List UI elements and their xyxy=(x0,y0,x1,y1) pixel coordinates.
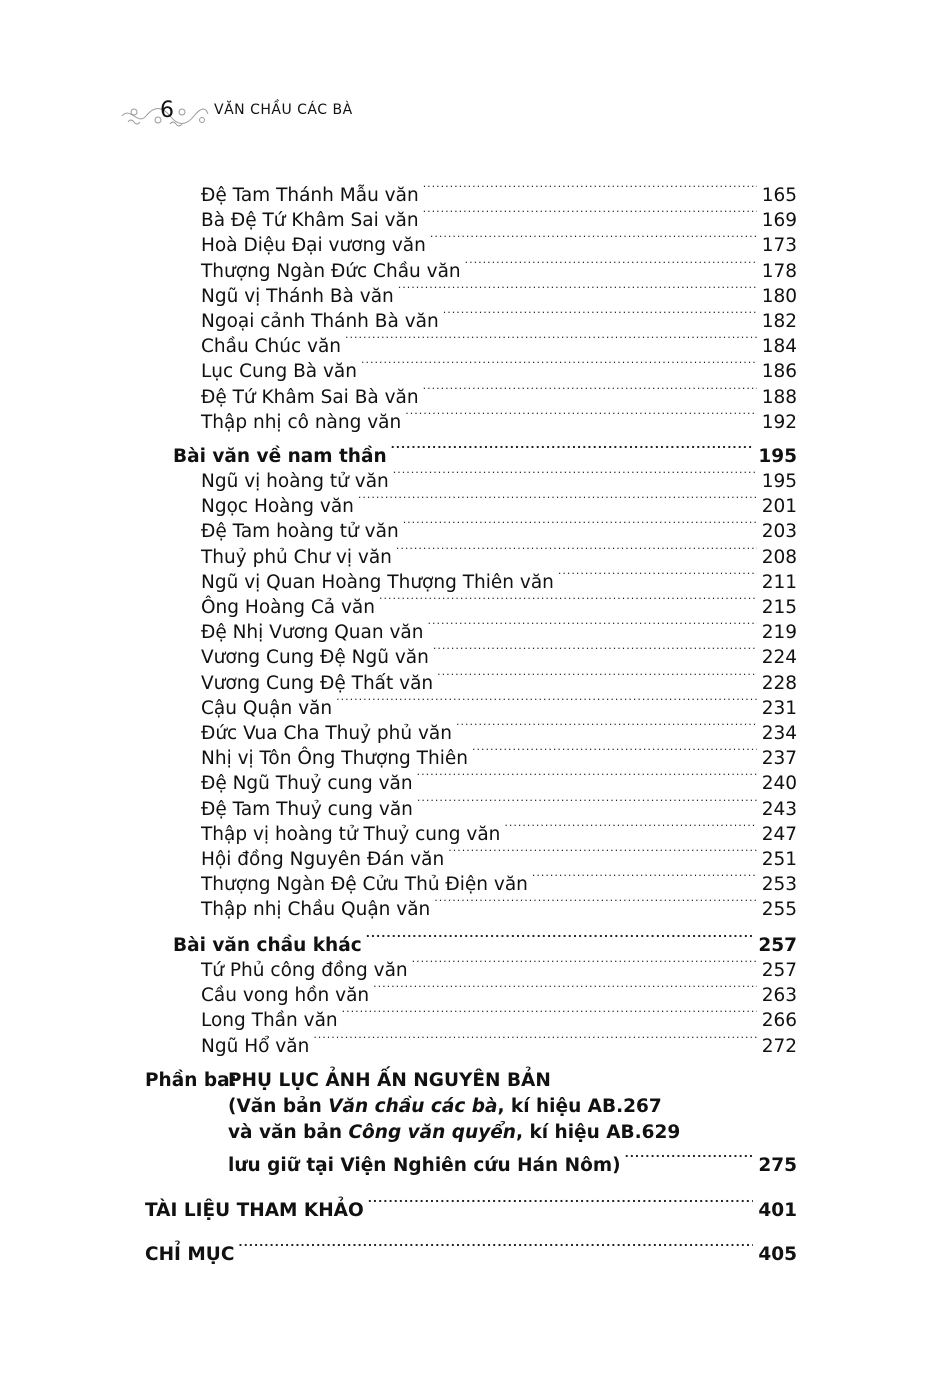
entry-title: Thập vị hoàng tử Thuỷ cung văn xyxy=(201,823,501,845)
entry-title: Thượng Ngàn Đức Chầu văn xyxy=(201,260,461,282)
entry-title: Ngũ vị Quan Hoàng Thượng Thiên văn xyxy=(201,571,554,593)
dot-leader xyxy=(465,252,757,277)
entry-page-number: 201 xyxy=(761,496,797,518)
dot-leader xyxy=(417,764,757,789)
dot-leader xyxy=(405,403,756,428)
entry-title: Ngũ vị Thánh Bà văn xyxy=(201,285,394,307)
dot-leader xyxy=(366,926,754,951)
entry-page-number: 266 xyxy=(761,1010,797,1032)
part-subtitle-line: (Văn bản Văn chầu các bà, kí hiệu AB.267 xyxy=(228,1096,662,1117)
entry-page-number: 231 xyxy=(761,697,797,719)
entry-title: Đệ Tam Thuỷ cung văn xyxy=(201,798,413,820)
entry-title: Tứ Phủ công đồng văn xyxy=(201,960,408,981)
entry-page-number: 247 xyxy=(761,823,797,845)
dot-leader xyxy=(423,201,757,226)
part-three-last-line xyxy=(228,1146,797,1176)
toc-entry xyxy=(201,890,797,921)
dot-leader xyxy=(448,840,756,865)
entry-page-number: 257 xyxy=(761,960,797,981)
dot-leader xyxy=(361,352,757,377)
toc-entry xyxy=(201,840,797,870)
toc-entry xyxy=(201,327,797,358)
dot-leader xyxy=(403,512,757,537)
toc-entry xyxy=(201,462,797,492)
toc-entry xyxy=(201,689,797,719)
entry-title: TÀI LIỆU THAM KHẢO xyxy=(145,1200,364,1221)
dot-leader xyxy=(398,277,757,302)
toc-entry xyxy=(201,563,797,593)
dot-leader xyxy=(393,462,757,487)
toc-entry xyxy=(201,613,797,644)
toc-entry xyxy=(201,538,797,568)
entry-title: Chầu Chúc văn xyxy=(201,336,342,358)
toc-entry xyxy=(201,352,797,383)
dot-leader xyxy=(504,815,756,840)
toc-entry xyxy=(201,1001,797,1032)
entry-title: lưu giữ tại Viện Nghiên cứu Hán Nôm) xyxy=(228,1155,621,1176)
dot-leader xyxy=(358,487,757,512)
entry-title: Ngũ vị hoàng tử văn xyxy=(201,471,389,492)
entry-page-number: 182 xyxy=(761,311,797,332)
toc-entry xyxy=(201,714,797,744)
toc-entry xyxy=(201,1027,797,1057)
dot-leader xyxy=(443,302,757,327)
toc-entry xyxy=(201,277,797,307)
entry-title: Thượng Ngàn Đệ Cửu Thủ Điện văn xyxy=(201,874,528,896)
toc-entry xyxy=(201,512,797,543)
entry-page-number: 401 xyxy=(758,1200,797,1221)
dot-leader xyxy=(558,563,757,588)
entry-page-number: 237 xyxy=(761,748,797,770)
dot-leader xyxy=(342,1001,757,1026)
entry-page-number: 188 xyxy=(761,386,797,408)
entry-title: Vương Cung Đệ Thất văn xyxy=(201,672,434,694)
dot-leader xyxy=(379,588,757,613)
entry-page-number: 253 xyxy=(761,874,797,896)
dot-leader xyxy=(434,890,756,915)
entry-page-number: 234 xyxy=(761,723,797,744)
entry-page-number: 192 xyxy=(761,411,797,433)
dot-leader xyxy=(423,176,757,201)
entry-title: Bài văn chầu khác xyxy=(173,935,362,956)
entry-title: Đệ Tam hoàng tử văn xyxy=(201,521,399,543)
toc-entry xyxy=(201,176,797,206)
dot-leader xyxy=(368,1191,754,1216)
entry-title: Nhị vị Tôn Ông Thượng Thiên xyxy=(201,748,468,770)
dot-leader xyxy=(345,327,757,352)
entry-page-number: 195 xyxy=(758,446,797,467)
entry-page-number: 169 xyxy=(761,210,797,232)
dot-leader xyxy=(396,538,757,563)
entry-title: Hoà Diệu Đại vương văn xyxy=(201,235,426,257)
entry-page-number: 243 xyxy=(761,798,797,820)
dot-leader xyxy=(430,226,757,251)
toc-entry xyxy=(201,790,797,820)
entry-title: Hội đồng Nguyên Đán văn xyxy=(201,849,445,870)
entry-title: Lục Cung Bà văn xyxy=(201,361,357,383)
entry-page-number: 240 xyxy=(761,773,797,795)
entry-page-number: 219 xyxy=(761,622,797,644)
entry-page-number: 215 xyxy=(761,597,797,618)
entry-page-number: 224 xyxy=(761,647,797,669)
dot-leader xyxy=(472,739,757,764)
toc-entry xyxy=(201,487,797,518)
toc-section-heading xyxy=(173,926,797,956)
entry-title: Cậu Quận văn xyxy=(201,697,333,719)
entry-page-number: 178 xyxy=(761,260,797,282)
entry-page-number: 257 xyxy=(758,935,797,956)
dot-leader xyxy=(313,1027,756,1052)
entry-page-number: 180 xyxy=(761,285,797,307)
entry-page-number: 208 xyxy=(761,546,797,568)
entry-title: Ngoại cảnh Thánh Bà văn xyxy=(201,311,439,332)
entry-page-number: 211 xyxy=(761,571,797,593)
entry-title: Bài văn về nam thần xyxy=(173,446,387,467)
toc-entry xyxy=(201,638,797,669)
page-number: 6 xyxy=(160,98,174,123)
dot-leader xyxy=(437,664,757,689)
toc-entry xyxy=(201,739,797,770)
entry-title: Thập nhị cô nàng văn xyxy=(201,411,402,433)
toc-entry xyxy=(201,588,797,618)
dot-leader xyxy=(373,976,757,1001)
entry-title: Đức Vua Cha Thuỷ phủ văn xyxy=(201,723,452,744)
dot-leader xyxy=(423,378,757,403)
toc-index xyxy=(145,1235,797,1265)
toc-entry xyxy=(201,976,797,1007)
dot-leader xyxy=(412,951,757,976)
part-title: PHỤ LỤC ẢNH ẤN NGUYÊN BẢN xyxy=(228,1070,551,1091)
toc-entry xyxy=(201,201,797,232)
toc-entry xyxy=(201,664,797,694)
part-subtitle-line: và văn bản Công văn quyển, kí hiệu AB.629 xyxy=(228,1122,681,1143)
part-label: Phần ba: xyxy=(145,1070,237,1091)
toc-entry xyxy=(201,815,797,845)
entry-page-number: 203 xyxy=(761,521,797,543)
dot-leader xyxy=(433,638,757,663)
entry-page-number: 405 xyxy=(758,1244,797,1265)
entry-title: Đệ Tứ Khâm Sai Bà văn xyxy=(201,386,419,408)
entry-page-number: 184 xyxy=(761,336,797,358)
page-header xyxy=(120,96,420,136)
dot-leader xyxy=(532,865,757,890)
entry-page-number: 275 xyxy=(758,1155,797,1176)
running-title: VĂN CHẦU CÁC BÀ xyxy=(214,102,353,118)
entry-title: Thập nhị Chầu Quận văn xyxy=(201,899,431,921)
dot-leader xyxy=(391,437,754,462)
toc-entry xyxy=(201,951,797,981)
toc-section-heading xyxy=(173,437,797,467)
entry-title: CHỈ MỤC xyxy=(145,1244,235,1265)
entry-page-number: 165 xyxy=(761,185,797,206)
entry-page-number: 272 xyxy=(761,1035,797,1057)
entry-title: Đệ Nhị Vương Quan văn xyxy=(201,622,424,644)
toc-entry xyxy=(201,764,797,795)
dot-leader xyxy=(417,790,757,815)
entry-title: Ngũ Hổ văn xyxy=(201,1035,310,1057)
entry-title: Bà Đệ Tứ Khâm Sai văn xyxy=(201,210,419,232)
dot-leader xyxy=(238,1235,753,1260)
toc-entry xyxy=(201,865,797,896)
entry-title: Đệ Tam Thánh Mẫu văn xyxy=(201,185,419,206)
toc-entry xyxy=(201,302,797,332)
toc-entry xyxy=(201,378,797,408)
dot-leader xyxy=(456,714,757,739)
entry-title: Đệ Ngũ Thuỷ cung văn xyxy=(201,773,413,795)
entry-page-number: 173 xyxy=(761,235,797,257)
toc-entry xyxy=(201,403,797,433)
dot-leader xyxy=(336,689,757,714)
dot-leader xyxy=(427,613,756,638)
entry-page-number: 255 xyxy=(761,899,797,921)
entry-title: Thuỷ phủ Chư vị văn xyxy=(201,546,392,568)
entry-title: Vương Cung Đệ Ngũ văn xyxy=(201,647,429,669)
entry-title: Cầu vong hồn văn xyxy=(201,985,370,1007)
entry-title: Ông Hoàng Cả văn xyxy=(201,597,375,618)
entry-page-number: 251 xyxy=(761,849,797,870)
entry-title: Ngọc Hoàng văn xyxy=(201,496,354,518)
entry-page-number: 228 xyxy=(761,672,797,694)
entry-page-number: 186 xyxy=(761,361,797,383)
dot-leader xyxy=(625,1146,754,1171)
toc-references xyxy=(145,1191,797,1221)
toc-entry xyxy=(201,226,797,257)
entry-page-number: 195 xyxy=(761,471,797,492)
toc-entry xyxy=(201,252,797,282)
entry-page-number: 263 xyxy=(761,985,797,1007)
entry-title: Long Thần văn xyxy=(201,1010,338,1032)
